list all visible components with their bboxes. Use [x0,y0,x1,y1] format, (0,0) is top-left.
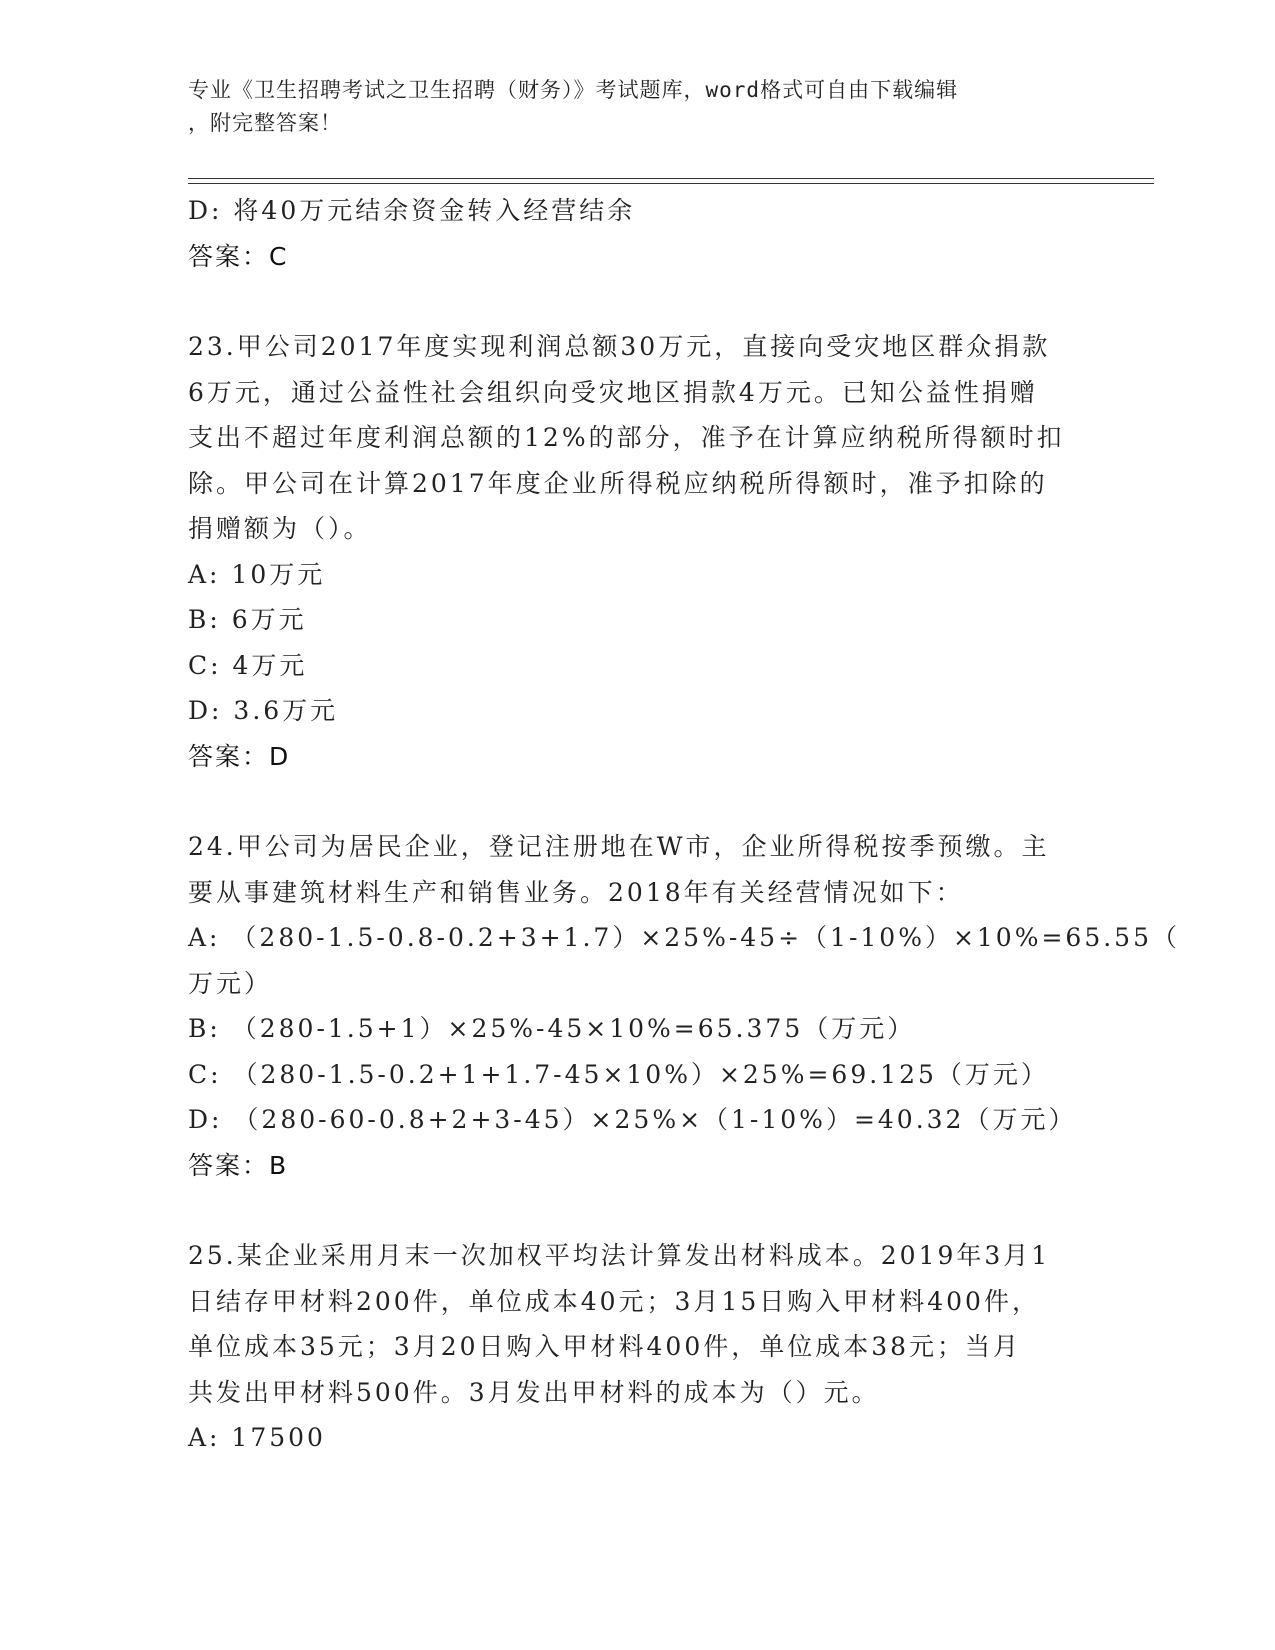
question-24-option-d: D: （280-60-0.8+2+3-45）×25%×（1-10%）=40.32（万元） [188,1105,1077,1134]
prev-answer: 答案：C [188,241,289,271]
question-23-line-4: 除。甲公司在计算2017年度企业所得税应纳税所得额时，准予扣除的 [188,468,1048,498]
question-24-option-c: C: （280-1.5-0.2+1+1.7-45×10%）×25%=69.125（万元） [188,1059,1049,1089]
question-24-option-b: B: （280-1.5+1）×25%-45×10%=65.375（万元） [188,1014,916,1043]
question-23 [188,324,1088,779]
question-24-option-a: A: （280-1.5-0.8-0.2+3+1.7）×25%-45÷（1-10%）×10%=65.55（ [188,923,1180,952]
question-25-line-3: 单位成本35元；3月20日购入甲材料400件，单位成本38元；当月 [188,1332,1022,1361]
header-line-1: 专业《卫生招聘考试之卫生招聘（财务）》考试题库，word格式可自由下载编辑 [188,78,959,102]
header-divider-bottom [188,183,1154,184]
question-23-line-2: 6万元，通过公益性社会组织向受灾地区捐款4万元。已知公益性捐赠 [188,377,1038,407]
question-25-line-2: 日结存甲材料200件，单位成本40元；3月15日购入甲材料400件， [188,1286,1040,1316]
question-23-line-1: 23.甲公司2017年度实现利润总额30万元，直接向受灾地区群众捐款 [188,332,1051,361]
question-24 [188,824,1180,1188]
question-24-line-2: 要从事建筑材料生产和销售业务。2018年有关经营情况如下： [188,877,964,907]
question-25 [188,1233,1088,1461]
document-body [188,188,1180,1461]
question-24-answer: 答案：B [188,1150,289,1180]
question-24-line-1: 24.甲公司为居民企业，登记注册地在W市，企业所得税按季预缴。主 [188,832,1050,861]
question-25-option-a: A: 17500 [188,1423,326,1452]
question-23-option-c: C: 4万元 [188,650,308,680]
question-25-line-1: 25.某企业采用月末一次加权平均法计算发出材料成本。2019年3月1 [188,1241,1051,1270]
question-23-option-d: D: 3.6万元 [188,696,339,725]
header-divider-top [188,178,1154,179]
question-23-line-3: 支出不超过年度利润总额的12%的部分，准予在计算应纳税所得额时扣 [188,423,1065,452]
prev-option-d: D: 将40万元结余资金转入经营结余 [188,196,636,225]
document-header [188,74,1068,140]
spacer [188,1188,1088,1233]
question-23-option-a: A: 10万元 [188,559,326,589]
spacer [188,279,1088,324]
question-23-option-b: B: 6万元 [188,605,307,634]
header-line-2: ，附完整答案！ [188,111,342,135]
question-24-option-a-cont: 万元） [188,968,273,998]
spacer [188,779,1088,824]
question-23-line-5: 捐赠额为（）。 [188,514,372,543]
question-23-answer: 答案：D [188,741,291,771]
question-25-line-4: 共发出甲材料500件。3月发出甲材料的成本为（）元。 [188,1377,880,1407]
